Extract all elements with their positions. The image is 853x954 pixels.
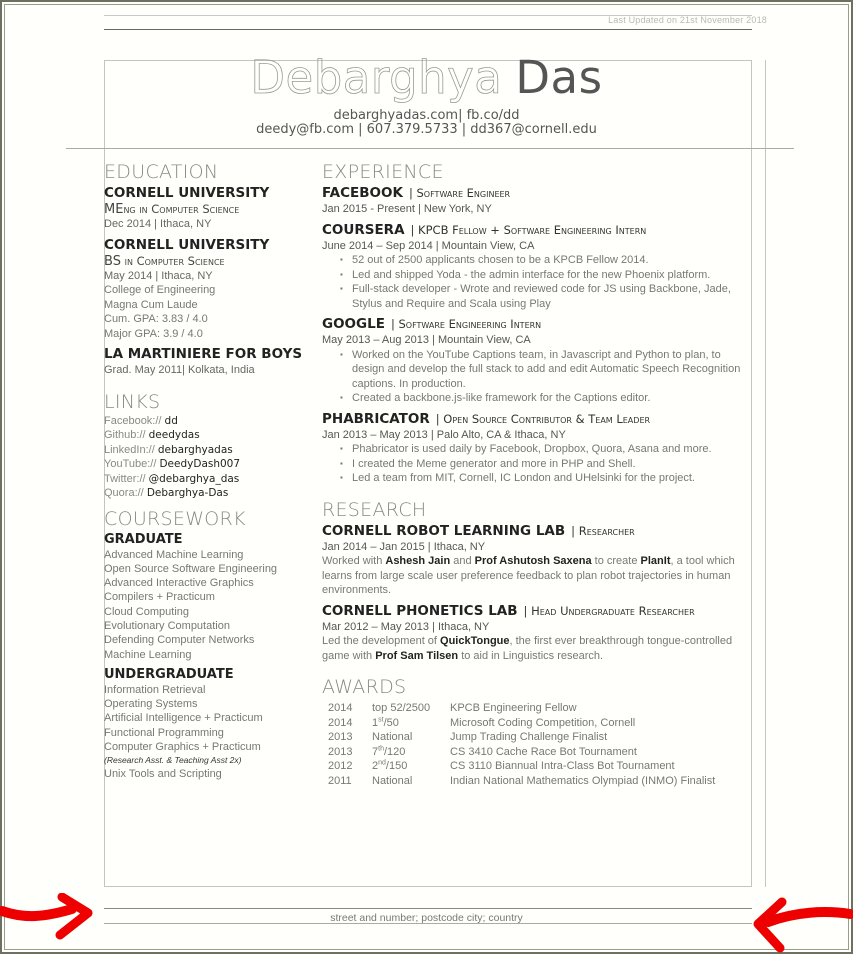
education-meta: Grad. May 2011| Kolkata, India — [104, 364, 255, 376]
course: Operating Systems — [104, 698, 198, 711]
bullet-item: ▪ Created a backbone.js-like framework for the Captions editor. — [340, 391, 752, 406]
job-org: COURSERA — [322, 221, 405, 238]
job-entry — [322, 221, 752, 312]
research-entry — [322, 522, 752, 598]
course: Cloud Computing — [104, 605, 189, 618]
bullet-item: ▪ Led and shipped Yoda - the admin interface for the new Phoenix platform. — [340, 268, 752, 283]
job-role: | Open Source Contributor & Team Leader — [435, 411, 651, 426]
bullet-item: ▪ I created the Meme generator and more in PHP and Shell. — [340, 457, 752, 472]
research-role: | Researcher — [571, 523, 635, 538]
research-desc: Led the development of QuickTongue, the first ever breakthrough tongue-controlled game with Prof Sam Tilsen to aid in Linguistics research. — [322, 635, 733, 662]
name-first: Debarghya — [250, 51, 503, 104]
course: Advanced Interactive Graphics — [104, 577, 254, 590]
education-entry — [104, 345, 304, 378]
job-entry — [322, 184, 752, 217]
research-meta: Mar 2012 – May 2013 | Ithaca, NY — [322, 620, 490, 633]
school-name: LA MARTINIERE FOR BOYS — [104, 346, 303, 362]
education-entry — [104, 184, 304, 232]
research-entry — [322, 602, 752, 664]
experience-title: EXPERIENCE — [322, 161, 444, 183]
job-role: | Software Engineer — [408, 186, 511, 200]
graduate-title: GRADUATE — [104, 531, 183, 547]
resume-name — [0, 50, 853, 106]
link-linkedin[interactable]: LinkedIn:// debarghyadas — [104, 443, 233, 456]
education-meta: May 2014 | Ithaca, NY — [104, 269, 213, 282]
job-entry — [322, 410, 752, 486]
job-meta: May 2013 – Aug 2013 | Mountain View, CA — [322, 334, 531, 346]
link-youtube[interactable]: YouTube:// DeedyDash007 — [104, 458, 241, 470]
left-column — [104, 160, 304, 782]
coursework-title: COURSEWORK — [104, 507, 246, 530]
course: Artificial Intelligence + Practicum — [104, 712, 263, 725]
name-last: Das — [515, 51, 603, 104]
education-entry — [104, 236, 304, 342]
award-row: 2013 National Jump Trading Challenge Finalist — [328, 731, 608, 743]
bullet-item: ▪ Phabricator is used daily by Facebook, Dropbox, Quora, Asana and more. — [340, 442, 752, 457]
job-meta: June 2014 – Sep 2014 | Mountain View, CA — [322, 239, 535, 252]
link-twitter[interactable]: Twitter:// @debarghya_das — [104, 472, 240, 485]
research-desc: Worked with Ashesh Jain and Prof Ashutosh Saxena to create PlanIt, a tool which learns from large scale user preference feedback to plan robot trajectories in human environments. — [322, 555, 735, 596]
course: Open Source Software Engineering — [104, 562, 278, 575]
footer-top-rule — [104, 908, 752, 909]
degree: BS in Computer Science — [104, 253, 225, 269]
education-detail: Major GPA: 3.9 / 4.0 — [104, 327, 203, 340]
course: Advanced Machine Learning — [104, 548, 244, 561]
course: Evolutionary Computation — [104, 619, 230, 632]
header-divider — [66, 148, 794, 149]
education-detail: Magna Cum Laude — [104, 298, 198, 311]
right-column — [322, 160, 752, 788]
degree: MEng in Computer Science — [104, 202, 240, 217]
award-row: 2014 1st/50 Microsoft Coding Competition, Cornell — [328, 715, 636, 729]
link-quora[interactable]: Quora:// Debarghya-Das — [104, 487, 229, 499]
bullet-item: ▪ 52 out of 2500 applicants chosen to be a KPCB Fellow 2014. — [340, 253, 752, 268]
links-title: LINKS — [104, 390, 161, 413]
undergraduate-title: UNDERGRADUATE — [104, 666, 234, 682]
footer-address: street and number; postcode city; country — [330, 912, 523, 924]
job-role: | KPCB Fellow + Software Engineering Intern — [410, 222, 647, 237]
bullet-item: ▪ Led a team from MIT, Cornell, IC London and UHelsinki for the project. — [340, 471, 752, 486]
job-meta: Jan 2015 - Present | New York, NY — [322, 203, 492, 215]
bullet-item: ▪ Full-stack developer - Wrote and reviewed code for JS using Backbone, Jade, Stylus and Require and Scala using Play — [340, 282, 752, 311]
award-row: 2014 top 52/2500 KPCB Engineering Fellow — [328, 702, 577, 714]
course: Functional Programming — [104, 726, 224, 739]
school-name: CORNELL UNIVERSITY — [104, 185, 270, 201]
award-row: 2011 National Indian National Mathematics Olympiad (INMO) Finalist — [328, 774, 716, 787]
job-org: PHABRICATOR — [322, 410, 430, 427]
job-meta: Jan 2013 – May 2013 | Palo Alto, CA & Ithaca, NY — [322, 428, 566, 441]
course: Information Retrieval — [104, 683, 206, 696]
header-bottom-rule — [104, 29, 752, 30]
education-detail: College of Engineering — [104, 284, 216, 296]
contact-line-2: deedy@fb.com | 607.379.5733 | dd367@cornell.edu — [256, 122, 597, 137]
education-title: EDUCATION — [104, 161, 219, 183]
school-name: CORNELL UNIVERSITY — [104, 236, 270, 253]
research-org: CORNELL PHONETICS LAB — [322, 602, 518, 619]
link-facebook[interactable]: Facebook:// dd — [104, 414, 178, 427]
course: Unix Tools and Scripting — [104, 768, 222, 781]
research-org: CORNELL ROBOT LEARNING LAB — [322, 522, 566, 539]
award-row: 2013 7th/120 CS 3410 Cache Race Bot Tournament — [328, 744, 637, 758]
job-role: | Software Engineering Intern — [390, 317, 542, 331]
arrow-left-icon — [750, 896, 853, 954]
education-detail: Cum. GPA: 3.83 / 4.0 — [104, 313, 208, 325]
job-entry — [322, 315, 752, 406]
course: Compilers + Practicum — [104, 591, 215, 604]
course: Machine Learning — [104, 648, 192, 661]
right-margin-guide — [765, 60, 766, 887]
research-meta: Jan 2014 – Jan 2015 | Ithaca, NY — [322, 540, 486, 553]
job-bullets — [340, 348, 752, 406]
awards-title: AWARDS — [322, 676, 407, 698]
contact-line-1: debarghyadas.com| fb.co/dd — [333, 108, 520, 123]
course-note: (Research Asst. & Teaching Asst 2x) — [104, 755, 242, 766]
research-title: RESEARCH — [322, 498, 427, 521]
job-bullets — [340, 442, 752, 486]
research-role: | Head Undergraduate Researcher — [523, 603, 695, 618]
arrow-right-icon — [0, 893, 95, 943]
course: Defending Computer Networks — [104, 634, 255, 647]
course: Computer Graphics + Practicum — [104, 741, 261, 754]
last-updated: Last Updated on 21st November 2018 — [608, 15, 767, 25]
education-meta: Dec 2014 | Ithaca, NY — [104, 218, 212, 230]
job-bullets — [340, 253, 752, 311]
award-row: 2012 2nd/150 CS 3110 Biannual Intra-Class Bot Tournament — [328, 759, 675, 772]
job-org: GOOGLE — [322, 316, 385, 332]
link-github[interactable]: Github:// deedydas — [104, 429, 200, 441]
bullet-item: ▪ Worked on the YouTube Captions team, in Javascript and Python to plan, to design and develop the full stack to add and edit Automatic Speech Recognition captions. In production. — [340, 348, 752, 392]
awards-table — [328, 701, 715, 788]
job-org: FACEBOOK — [322, 185, 403, 201]
